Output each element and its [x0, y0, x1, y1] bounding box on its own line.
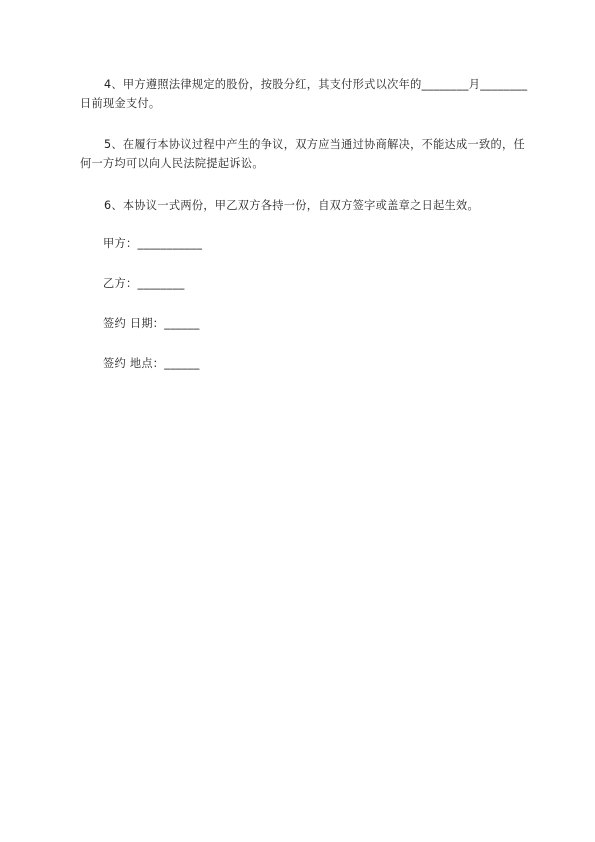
clause-6: 6、本协议一式两份，甲乙双方各持一份，自双方签字或盖章之日起生效。: [104, 199, 480, 212]
signing-date-line: 签约 日期：______: [103, 317, 200, 330]
clause-5: 5、在履行本协议过程中产生的争议，双方应当通过协商解决，不能达成一致的，任何一方均可以向人民法院提起诉讼。: [80, 138, 525, 170]
clause-4: 4、甲方遵照法律规定的股份，按股分红，其支付形式以次年的________月________日前现金支付。: [80, 78, 528, 110]
signing-place-line: 签约 地点：______: [103, 357, 200, 370]
party-b-signature-line: 乙方：________: [103, 277, 185, 290]
party-a-signature-line: 甲方：___________: [103, 237, 203, 250]
